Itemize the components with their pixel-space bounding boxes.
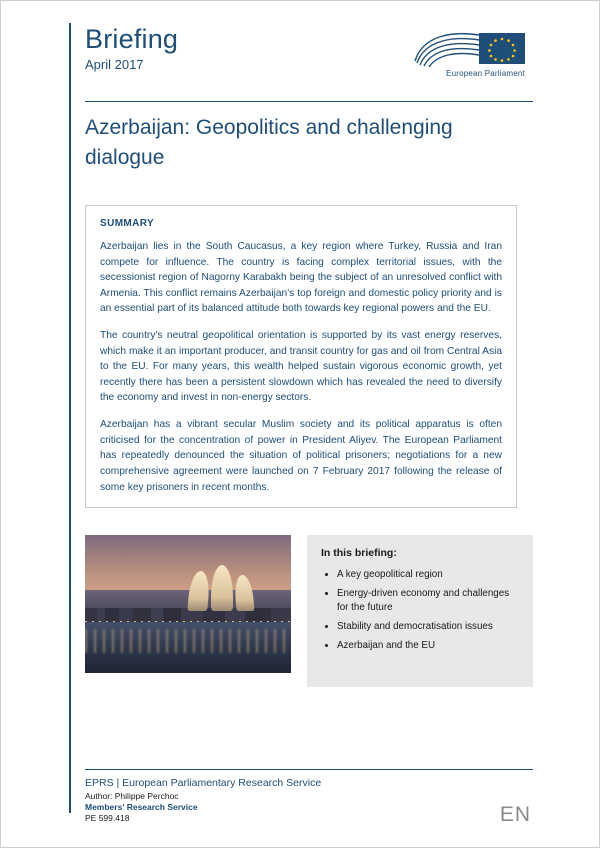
logo-caption: European Parliament xyxy=(446,69,525,78)
summary-paragraph: Azerbaijan has a vibrant secular Muslim society and its political apparatus is often criticised for the concentration of power in President Aliyev. The European Parliament has repeatedly denounced the situation of political prisoners; negotiations for a new comprehensive agreement were launched on 7 February 2017 following the release of some key prisoners in recent months. xyxy=(100,419,502,493)
page-title: Azerbaijan: Geopolitics and challenging dialogue xyxy=(85,116,453,170)
eu-flag-icon xyxy=(479,33,525,64)
in-this-briefing-list xyxy=(321,568,519,653)
list-item: • Stability and democratisation issues xyxy=(337,620,519,634)
footer-reference: PE 599.418 xyxy=(85,813,130,823)
parliament-swoosh-icon xyxy=(413,31,483,67)
footer-unit: Members' Research Service xyxy=(85,802,198,812)
footer-divider xyxy=(85,769,533,770)
publication-date: April 2017 xyxy=(85,57,144,73)
header-divider xyxy=(85,101,533,102)
list-item: • A key geopolitical region xyxy=(337,568,519,582)
language-code: EN xyxy=(499,803,531,826)
list-item: • Energy-driven economy and challenges for the future xyxy=(337,587,519,615)
european-parliament-logo-icon xyxy=(405,31,533,93)
in-this-briefing-box xyxy=(307,535,533,687)
footer-author: Author: Philippe Perchoc xyxy=(85,791,179,801)
left-vertical-rule xyxy=(69,23,71,813)
summary-box xyxy=(85,205,517,508)
page-header xyxy=(85,25,533,95)
summary-paragraph: The country's neutral geopolitical orientation is supported by its vast energy reserves, which make it an important producer, and transit country for gas and oil from Central Asia to the EU. For many years, this wealth helped sustain vigorous economic growth, yet recently there has been a persistent slowdown which has revealed the need to diversify the economy and invest in non-energy sectors. xyxy=(100,330,502,404)
cover-photo xyxy=(85,535,291,673)
footer-service: EPRS | European Parliamentary Research Service xyxy=(85,777,322,789)
briefing-label: Briefing xyxy=(85,24,179,54)
summary-heading: SUMMARY xyxy=(100,218,155,229)
photo-water-reflection xyxy=(85,629,291,653)
list-item: • Azerbaijan and the EU xyxy=(337,639,519,653)
summary-paragraph: Azerbaijan lies in the South Caucasus, a key region where Turkey, Russia and Iran compete for influence. The country is facing complex territorial issues, with the secessionist region of Nagorny Karabakh being the subject of an unresolved conflict with Armenia. This conflict remains Azerbaijan's top foreign and domestic policy priority and is an essential part of its balanced attitude both towards key regional powers and the EU. xyxy=(100,241,502,315)
in-this-briefing-heading: In this briefing: xyxy=(321,547,397,559)
page-footer xyxy=(85,777,435,823)
eu-stars-icon xyxy=(479,33,525,64)
